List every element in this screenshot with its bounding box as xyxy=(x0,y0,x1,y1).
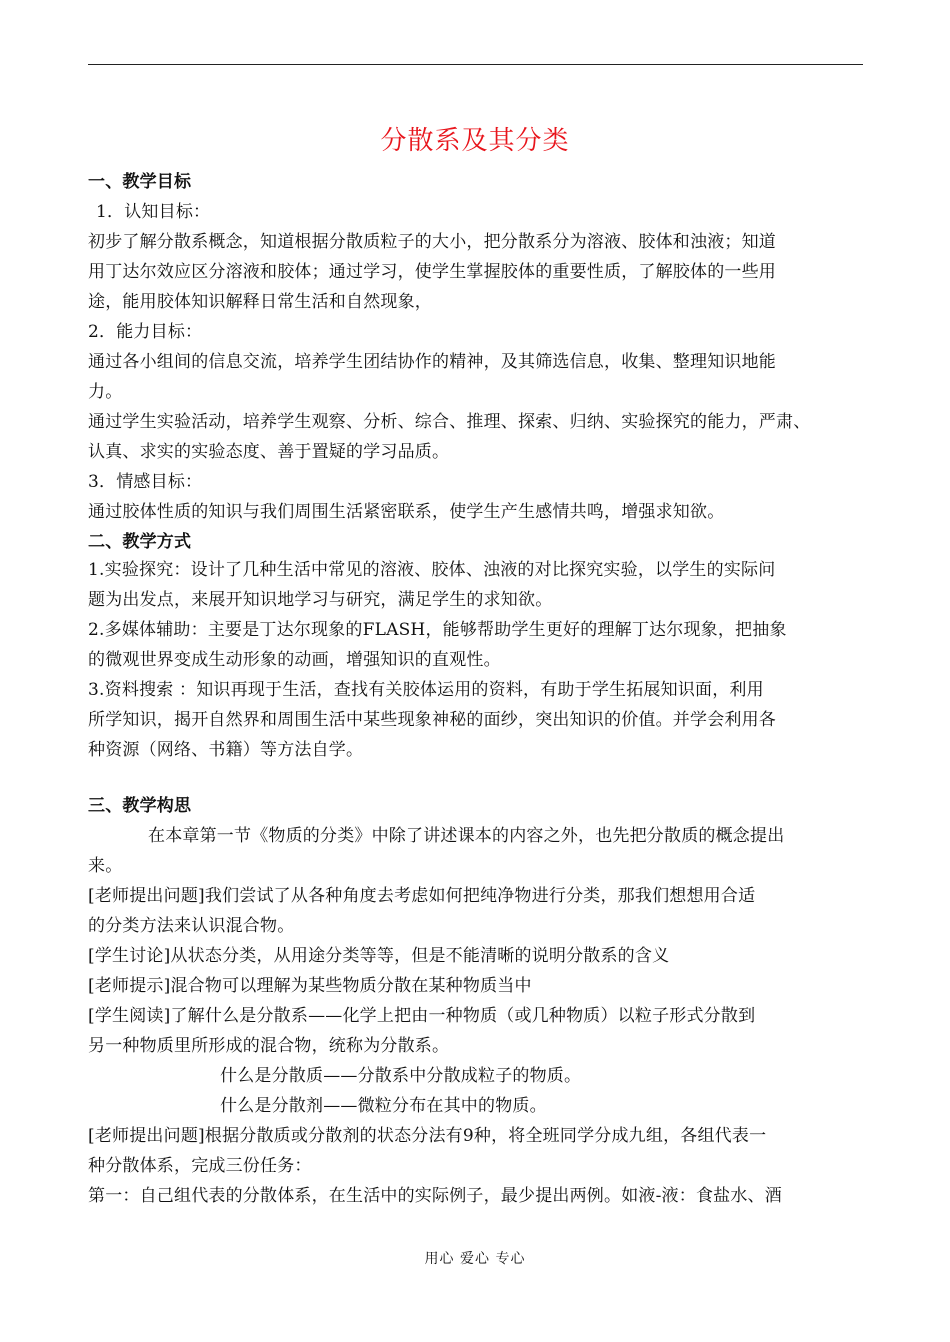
paragraph-line: 另一种物质里所形成的混合物，统称为分散系。 xyxy=(88,1036,450,1056)
paragraph-line: [老师提示]混合物可以理解为某些物质分散在某种物质当中 xyxy=(88,976,532,996)
header-rule xyxy=(88,64,863,65)
paragraph-line: 在本章第一节《物质的分类》中除了讲述课本的内容之外，也先把分散质的概念提出 xyxy=(148,826,785,846)
section-heading: 一、教学目标 xyxy=(88,172,192,192)
paragraph-line: 的微观世界变成生动形象的动画，增强知识的直观性。 xyxy=(88,650,501,670)
paragraph-line: [老师提出问题]我们尝试了从各种角度去考虑如何把纯净物进行分类，那我们想想用合适 xyxy=(88,886,756,906)
paragraph-line: 通过各小组间的信息交流，培养学生团结协作的精神，及其筛选信息，收集、整理知识地能 xyxy=(88,352,776,372)
paragraph-line: 1．认知目标： xyxy=(96,202,211,222)
paragraph-line: 通过胶体性质的知识与我们周围生活紧密联系，使学生产生感情共鸣，增强求知欲。 xyxy=(88,502,725,522)
section-heading: 三、教学构思 xyxy=(88,796,192,816)
paragraph-line: 种资源（网络、书籍）等方法自学。 xyxy=(88,740,364,760)
paragraph-line: 途，能用胶体知识解释日常生活和自然现象， xyxy=(88,292,432,312)
paragraph-line: 3.资料搜索 ：知识再现于生活，查找有关胶体运用的资料，有助于学生拓展知识面，利用 xyxy=(88,680,764,700)
paragraph-line: 的分类方法来认识混合物。 xyxy=(88,916,295,936)
paragraph-line: 第一：自己组代表的分散体系，在生活中的实际例子，最少提出两例。如液-液：食盐水、酒 xyxy=(88,1186,782,1206)
section-heading: 二、教学方式 xyxy=(88,532,192,552)
paragraph-line: 2．能力目标： xyxy=(88,322,203,342)
paragraph-line: 认真、求实的实验态度、善于置疑的学习品质。 xyxy=(88,442,450,462)
paragraph-line: 所学知识，揭开自然界和周围生活中某些现象神秘的面纱，突出知识的价值。并学会利用各 xyxy=(88,710,776,730)
paragraph-line: 2.多媒体辅助：主要是丁达尔现象的FLASH，能够帮助学生更好的理解丁达尔现象，把抽象 xyxy=(88,620,787,640)
paragraph-line: 什么是分散剂——微粒分布在其中的物质。 xyxy=(220,1096,547,1116)
paragraph-line: 3．情感目标： xyxy=(88,472,203,492)
paragraph-line: 力。 xyxy=(88,382,123,402)
paragraph-line: 用丁达尔效应区分溶液和胶体；通过学习，使学生掌握胶体的重要性质，了解胶体的一些用 xyxy=(88,262,776,282)
paragraph-line: 什么是分散质——分散系中分散成粒子的物质。 xyxy=(220,1066,582,1086)
paragraph-line: 初步了解分散系概念，知道根据分散质粒子的大小，把分散系分为溶液、胶体和浊液；知道 xyxy=(88,232,776,252)
paragraph-line: 通过学生实验活动，培养学生观察、分析、综合、推理、探索、归纳、实验探究的能力，严肃、 xyxy=(88,412,811,432)
page-title: 分散系及其分类 xyxy=(380,126,570,156)
page-footer: 用心 爱心 专心 xyxy=(424,1251,526,1267)
paragraph-line: 题为出发点，来展开知识地学习与研究，满足学生的求知欲。 xyxy=(88,590,553,610)
paragraph-line: 1.实验探究：设计了几种生活中常见的溶液、胶体、浊液的对比探究实验，以学生的实际问 xyxy=(88,560,776,580)
paragraph-line: [学生阅读]了解什么是分散系——化学上把由一种物质（或几种物质）以粒子形式分散到 xyxy=(88,1006,756,1026)
paragraph-line: 来。 xyxy=(88,856,123,876)
paragraph-line: 种分散体系，完成三份任务： xyxy=(88,1156,312,1176)
paragraph-line: [老师提出问题]根据分散质或分散剂的状态分法有9种，将全班同学分成九组，各组代表一 xyxy=(88,1126,767,1146)
paragraph-line: [学生讨论]从状态分类，从用途分类等等，但是不能清晰的说明分散系的含义 xyxy=(88,946,670,966)
